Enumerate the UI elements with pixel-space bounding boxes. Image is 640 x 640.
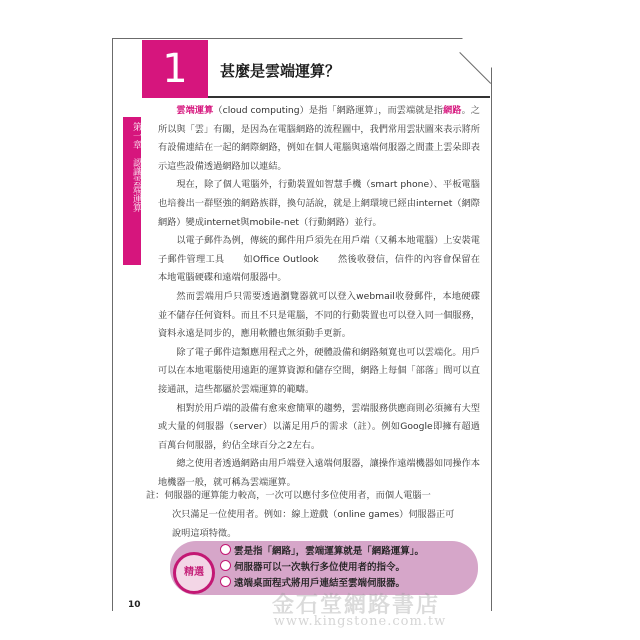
paragraph-6: 相對於用戶端的設備有愈來愈簡單的趨勢，雲端服務供應商則必須擁有大型或大量的伺服器（server）以滿足用戶的需求（註）。例如Google即擁有超過百萬台伺服器，約佔全球百分之2左右。: [158, 402, 480, 451]
body-text: [158, 102, 480, 492]
paragraph-4: 然而雲端用戶只需要透過瀏覽器就可以登入webmail收發郵件，本地硬碟並不儲存任何資料。而且不只是電腦，不同的行動裝置也可以登入同一個服務，資料永遠是同步的，應用軟體也無須動手更新。: [158, 290, 480, 340]
summary-badge-label: 精選: [184, 567, 204, 578]
summary-item: 遠端桌面程式將用戶連結至雲端伺服器。: [220, 576, 424, 592]
page-corner-fold: [461, 37, 492, 68]
bullet-icon: [220, 560, 231, 571]
section-heading: 甚麼是雲端運算？: [220, 62, 341, 80]
paragraph-7: 總之使用者透過網路由用戶端登入遠端伺服器，讓操作遠端機器如同操作本地機器一般，就可稱為雲端運算。: [158, 458, 480, 488]
heading-divider: [208, 96, 490, 98]
bullet-icon: [220, 544, 231, 555]
footnote-line-2: 次只滿足一位使用者。例如：線上遊戲（online games）伺服器正可: [172, 509, 455, 520]
watermark-text: 金石堂網路書店: [271, 592, 440, 618]
paragraph-1: 雲端運算（cloud computing）是指「網路運算」，而雲端就是指網路。之所以與「雲」有關，是因為在電腦網路的流程圖中，我們常用雲狀圖來表示將所有設備連結在一起的網際網路，例如在個人電腦與遠端伺服器之間畫上雲朵即表示這些設備透過網路加以連結。: [158, 105, 480, 172]
page-number: 10: [128, 600, 141, 610]
paragraph-5: 除了電子郵件這類應用程式之外，硬體設備和網路頻寬也可以雲端化。用戶可以在本地電腦使用遠距的運算資源和儲存空間，網路上每個「部落」間可以直接通訊，這些都屬於雲端運算的範疇。: [158, 346, 480, 395]
summary-list: [220, 544, 424, 592]
summary-item: 雲是指「網路」，雲端運算就是「網路運算」。: [220, 544, 424, 560]
paragraph-2: 現在，除了個人電腦外，行動裝置如智慧手機（smart phone）、平板電腦也培養出一群堅強的網路族群，換句話說，就是上網環境已經由internet（網際網路）變成internet與mobile-net（行動網路）並行。: [158, 179, 480, 228]
watermark-url: www.kingstone.com.tw: [273, 614, 447, 629]
paragraph-3: 以電子郵件為例，傳統的郵件用戶須先在用戶端（又稱本地電腦）上安裝電子郵件管理工具 如Office Outlook 然後收發信，信件的內容會保留在本地電腦硬碟和遠端伺服器中。: [158, 235, 480, 284]
footnote: [146, 486, 482, 543]
term-cloud-computing: 雲端運算: [176, 105, 214, 116]
term-network: 網路: [443, 105, 462, 116]
footnote-line-3: 說明這項特徵。: [172, 528, 237, 539]
chapter-side-tab-label: 第一章 認識雲端運算: [131, 122, 141, 212]
footnote-line-1: 註：伺服器的運算能力較高，一次可以應付多位使用者，而個人電腦一: [146, 490, 431, 501]
summary-item: 伺服器可以一次執行多位使用者的指令。: [220, 560, 424, 576]
bullet-icon: [220, 576, 231, 587]
chapter-number: 1: [162, 46, 188, 92]
